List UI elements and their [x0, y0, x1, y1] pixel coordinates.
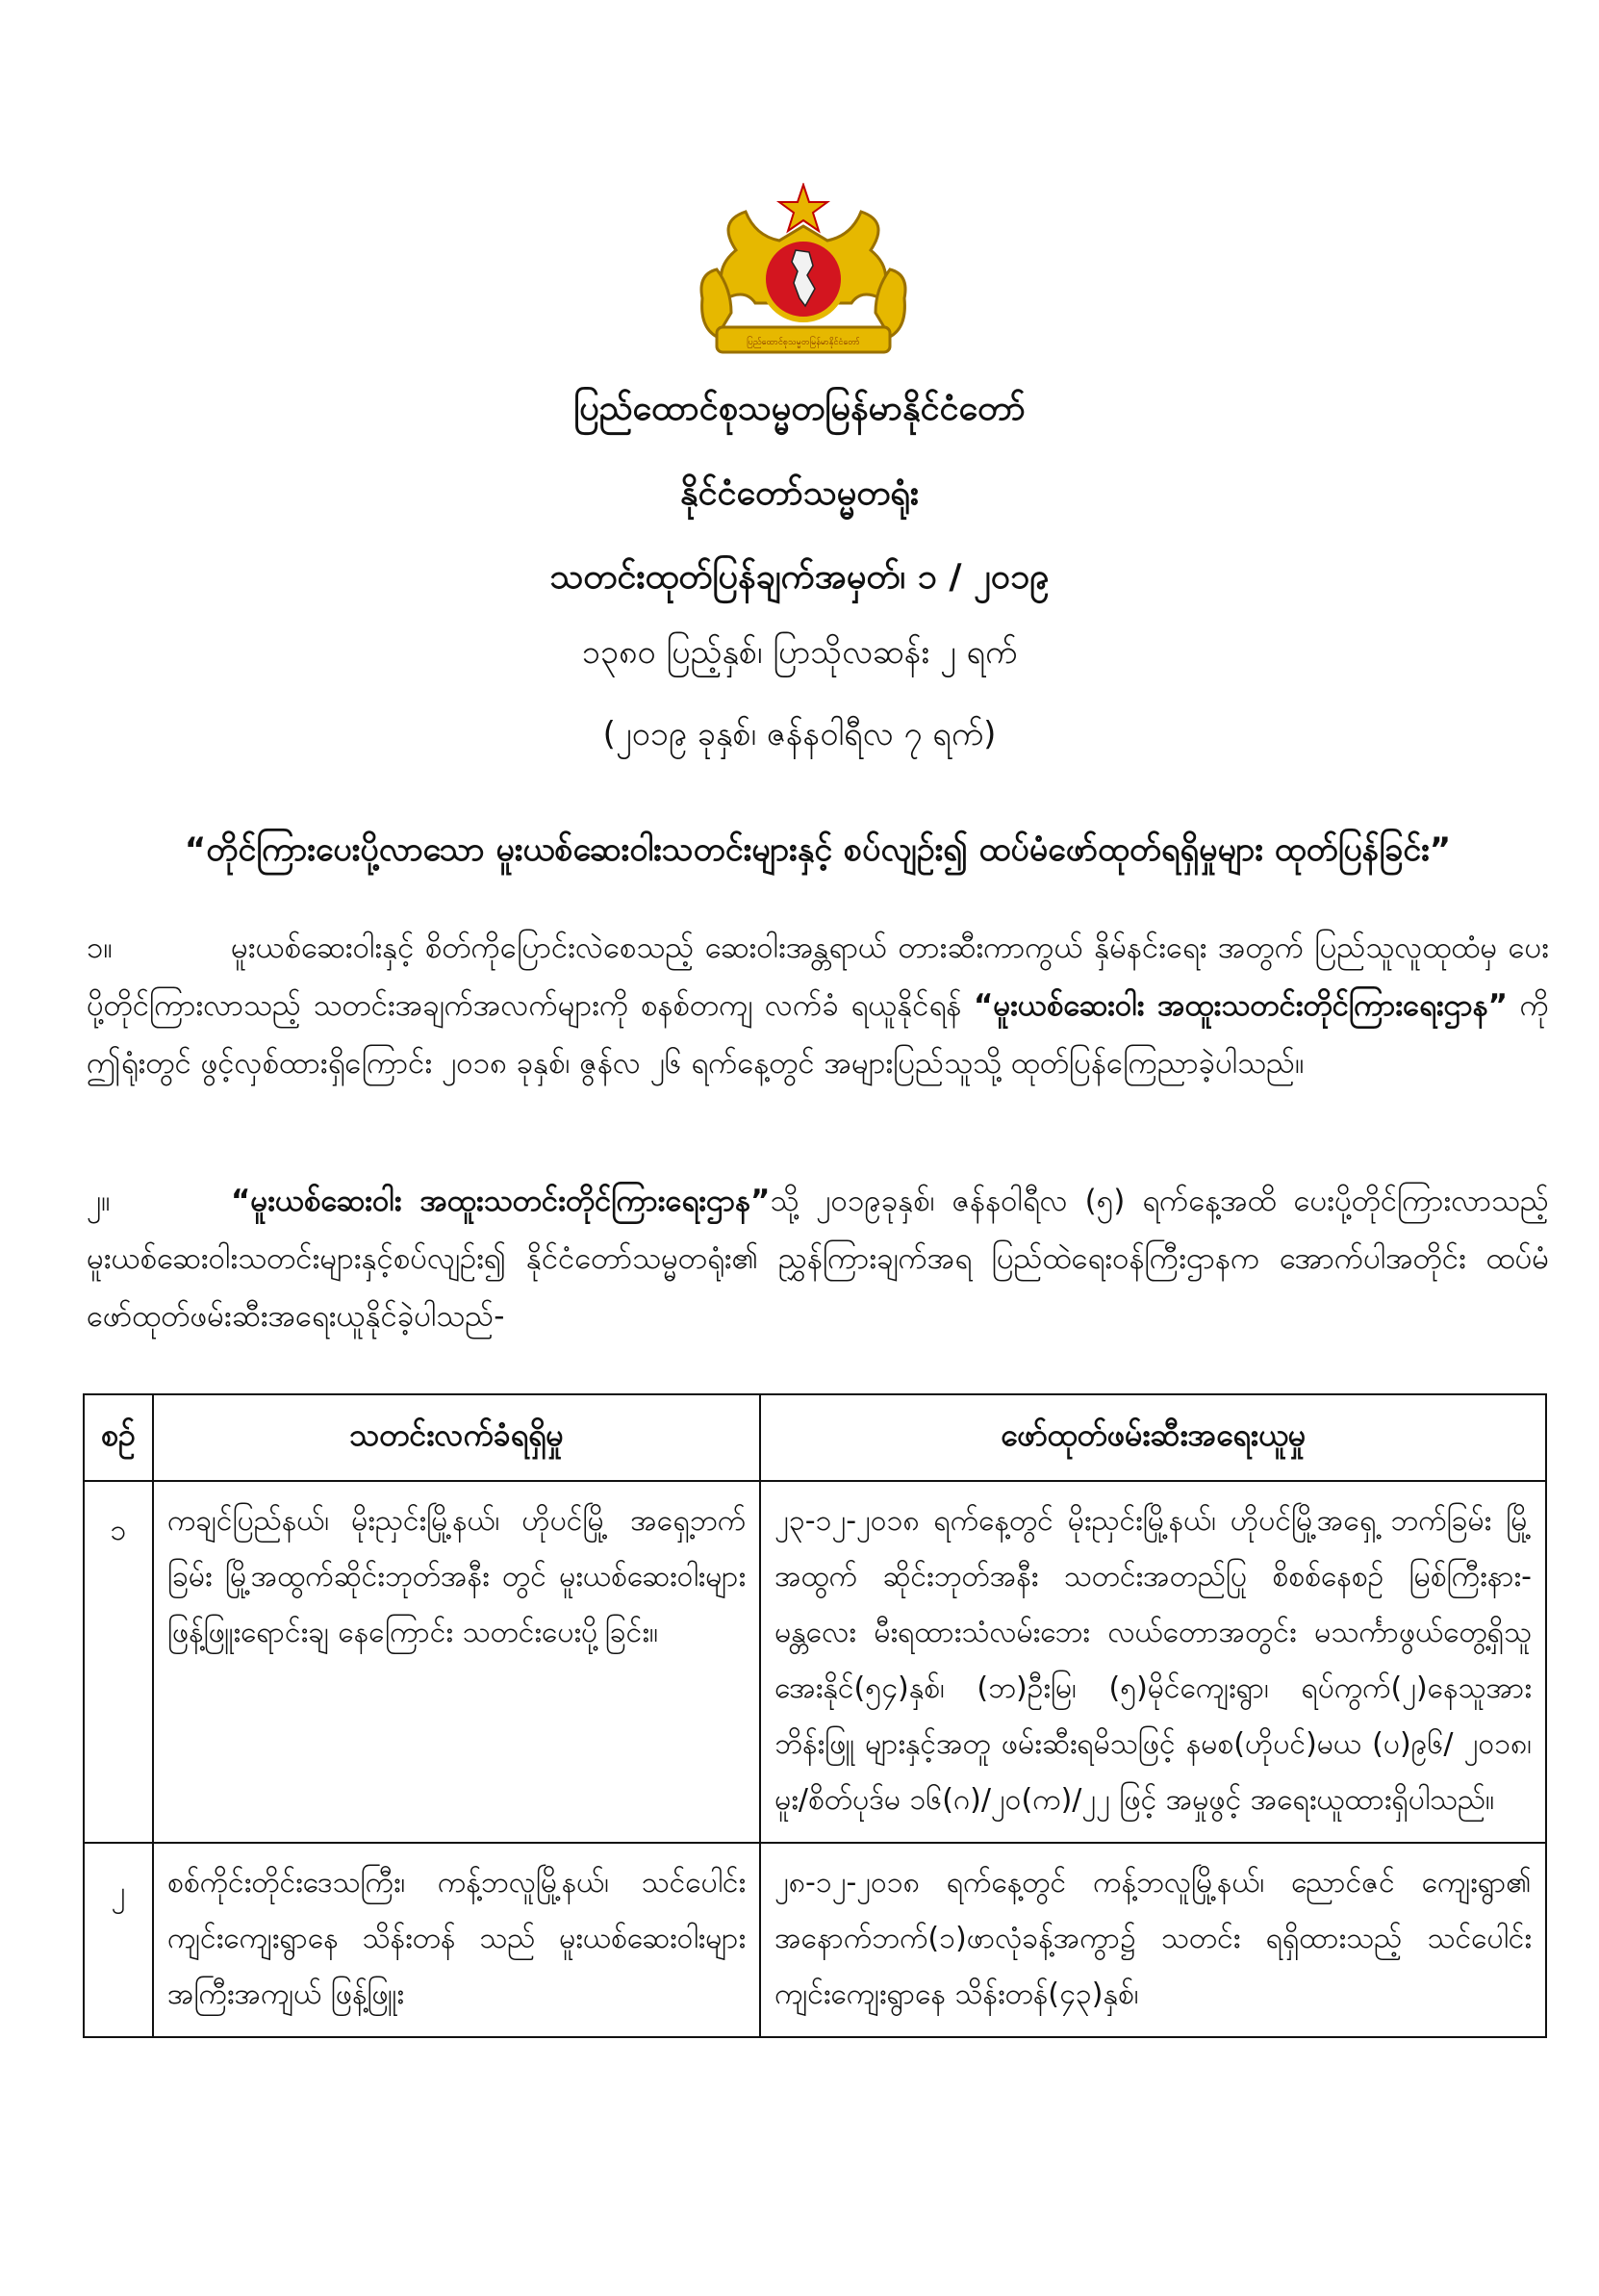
cell-serial: ၁	[84, 1481, 153, 1843]
paragraph-highlight: “မူးယစ်ဆေးဝါး အထူးသတင်းတိုင်ကြားရေးဌာန”	[231, 1184, 771, 1218]
emblem-banner-text: ပြည်ထောင်စုသမ္မတမြန်မာနိုင်ငံတော်	[747, 338, 860, 347]
paragraph-text: မူးယစ်ဆေးဝါးနှင့် စိတ်ကိုပြောင်းလဲစေသည့် ဆေးဝါးအန္တရာယ် တားဆီးကာကွယ် နှိမ်နင်းရေး အတွက် ပြည်သူလူထုထံမှ ပေးပို့တိုင်ကြားလာသည့် သတင်းအချက်အလက်များကို စနစ်တကျ လက်ခံ ရယူနိုင်ရန်	[87, 931, 1549, 1023]
paragraph-text: ကို ဤရုံးတွင် ဖွင့်လှစ်ထားရှိကြောင်း ၂၀၁၈ ခုနှစ်၊ ဇွန်လ ၂၆ ရက်နေ့တွင် အများပြည်သူသို့ ထုတ်ပြန်ကြေညာခဲ့ပါသည်။	[87, 988, 1549, 1081]
date-gregorian: (၂၀၁၉ ခုနှစ်၊ ဇန်နဝါရီလ ၇ ရက်)	[602, 715, 997, 753]
header-serial: စဉ်	[84, 1394, 153, 1481]
paragraph-number: ၂။	[87, 1184, 111, 1218]
office-name: နိုင်ငံတော်သမ္မတရုံး	[679, 473, 920, 513]
country-name: ပြည်ထောင်စုသမ္မတမြန်မာနိုင်ငံတော်	[573, 389, 1026, 428]
table-row	[84, 1843, 1546, 2037]
cell-action: ၂၃-၁၂-၂၀၁၈ ရက်နေ့တွင် မိုးညှင်းမြို့နယ်၊ ဟိုပင်မြို့အရှေ့ ဘက်ခြမ်း မြို့အထွက် ဆိုင်းဘုတ်အနီး သတင်းအတည်ပြု စိစစ်နေစဉ် မြစ်ကြီးနား- မန္တလေး မီးရထားသံလမ်းဘေး လယ်တောအတွင်း မသင်္ကာဖွယ်တွေ့ရှိသူ အေးနိုင်(၅၄)နှစ်၊ (ဘ)ဦးမြ၊ (၅)မိုင်ကျေးရွာ၊ ရပ်ကွက်(၂)နေသူအား ဘိန်းဖြူ များနှင့်အတူ ဖမ်းဆီးရမိသဖြင့် နမစ(ဟိုပင်)မယ (ပ)၉၆/ ၂၀၁၈၊ မူး/စိတ်ပုဒ်မ ၁၆(ဂ)/၂၀(က)/၂၂ ဖြင့် အမှုဖွင့် အရေးယူထားရှိပါသည်။	[760, 1481, 1546, 1843]
header-received: သတင်းလက်ခံရရှိမှု	[153, 1394, 760, 1481]
date-myanmar: ၁၃၈၀ ပြည့်နှစ်၊ ပြာသိုလဆန်း ၂ ရက်	[581, 633, 1018, 672]
action-table	[83, 1393, 1547, 2038]
table-header-row	[84, 1394, 1546, 1481]
cell-action: ၂၈-၁၂-၂၀၁၈ ရက်နေ့တွင် ကန့်ဘလူမြို့နယ်၊ ညောင်ဇင် ကျေးရွာ၏ အနောက်ဘက်(၁)ဖာလုံခန့်အကွာ၌ သတင်း ရရှိထားသည့် သင်ပေါင်းကျင်းကျေးရွာနေ သိန်းတန်(၄၃)နှစ်၊	[760, 1843, 1546, 2037]
subject-title: “တိုင်ကြားပေးပို့လာသော မူးယစ်ဆေးဝါးသတင်းများနှင့် စပ်လျဉ်း၍ ထပ်မံဖော်ထုတ်ရရှိမှုများ ထုတ်ပြန်ခြင်း”	[184, 830, 1452, 869]
paragraph-number: ၁။	[87, 931, 113, 965]
paragraph-1	[87, 919, 1549, 1092]
paragraph-text: သို့ ၂၀၁၉ခုနှစ်၊ ဇန်နဝါရီလ (၅) ရက်နေ့အထိ ပေးပို့တိုင်ကြားလာသည့် မူးယစ်ဆေးဝါးသတင်းများနှင့်စပ်လျဉ်း၍ နိုင်ငံတော်သမ္မတရုံး၏ ညွှန်ကြားချက်အရ ပြည်ထဲရေးဝန်ကြီးဌာနက အောက်ပါအတိုင်း ထပ်မံဖော်ထုတ်ဖမ်းဆီးအရေးယူနိုင်ခဲ့ပါသည်-	[87, 1184, 1549, 1334]
paragraph-highlight: “မူးယစ်ဆေးဝါး အထူးသတင်းတိုင်ကြားရေးဌာန”	[973, 988, 1509, 1023]
cell-serial: ၂	[84, 1843, 153, 2037]
cell-received: စစ်ကိုင်းတိုင်းဒေသကြီး၊ ကန့်ဘလူမြို့နယ်၊ သင်ပေါင်းကျင်းကျေးရွာနေ သိန်းတန် သည် မူးယစ်ဆေးဝါးများ အကြီးအကျယ် ဖြန့်ဖြူး	[153, 1843, 760, 2037]
state-seal-icon	[688, 183, 919, 366]
cell-received: ကချင်ပြည်နယ်၊ မိုးညှင်းမြို့နယ်၊ ဟိုပင်မြို့ အရှေ့ဘက်ခြမ်း မြို့အထွက်ဆိုင်းဘုတ်အနီး တွင် မူးယစ်ဆေးဝါးများ ဖြန့်ဖြူးရောင်းချ နေကြောင်း သတင်းပေးပို့ခြင်း။	[153, 1481, 760, 1843]
release-number: သတင်းထုတ်ပြန်ချက်အမှတ်၊ ၁ / ၂၀၁၉	[549, 557, 1050, 597]
table-row	[84, 1481, 1546, 1843]
paragraph-2	[87, 1172, 1549, 1345]
header-action: ဖော်ထုတ်ဖမ်းဆီးအရေးယူမှု	[760, 1394, 1546, 1481]
